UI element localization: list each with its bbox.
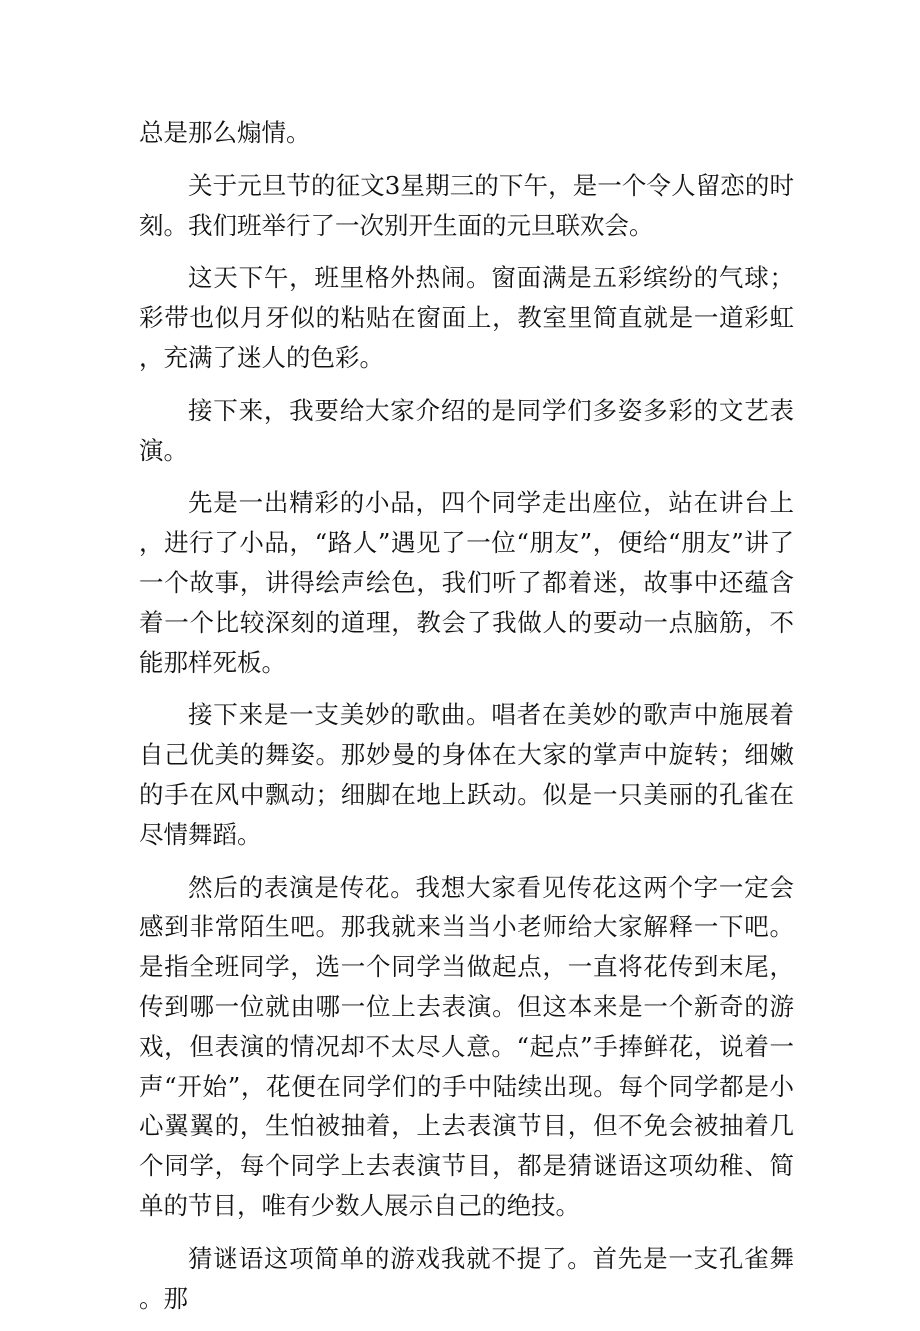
paragraph-4: 接下来，我要给大家介绍的是同学们多姿多彩的文艺表演。: [139, 395, 794, 465]
paragraph-6: 接下来是一支美妙的歌曲。唱者在美妙的歌声中施展着自己优美的舞姿。那妙曼的身体在大家的掌声中旋转；细嫩的手在风中飘动；细脚在地上跃动。似是一只美丽的孔雀在尽情舞蹈。: [139, 700, 794, 849]
paragraph-2: 关于元旦节的征文3星期三的下午，是一个令人留恋的时刻。我们班举行了一次别开生面的元旦联欢会。: [139, 170, 794, 240]
paragraph-1: 总是那么煽情。: [139, 118, 311, 147]
paragraph-3: 这天下午，班里格外热闹。窗面满是五彩缤纷的气球；彩带也似月牙似的粘贴在窗面上，教室里简直就是一道彩虹，充满了迷人的色彩。: [139, 263, 794, 372]
paragraph-7: 然后的表演是传花。我想大家看见传花这两个字一定会感到非常陌生吧。那我就来当当小老师给大家解释一下吧。是指全班同学，选一个同学当做起点，一直将花传到末尾，传到哪一位就由哪一位上去表演。但这本来是一个新奇的游戏，但表演的情况却不太尽人意。“起点”手捧鲜花，说着一声“开始”，花便在同学们的手中陆续出现。每个同学都是小心翼翼的，生怕被抽着，上去表演节目，但不免会被抽着几个同学，每个同学上去表演节目，都是猜谜语这项幼稚、简单的节目，唯有少数人展示自己的绝技。: [139, 872, 794, 1220]
document-body: [139, 113, 794, 1331]
paragraph-8: 猜谜语这项简单的游戏我就不提了。首先是一支孔雀舞。那: [139, 1243, 794, 1313]
paragraph-5: 先是一出精彩的小品，四个同学走出座位，站在讲台上，进行了小品，“路人”遇见了一位“朋友”，便给“朋友”讲了一个故事，讲得绘声绘色，我们听了都着迷，故事中还蕴含着一个比较深刻的道理，教会了我做人的要动一点脑筋，不能那样死板。: [139, 488, 794, 677]
